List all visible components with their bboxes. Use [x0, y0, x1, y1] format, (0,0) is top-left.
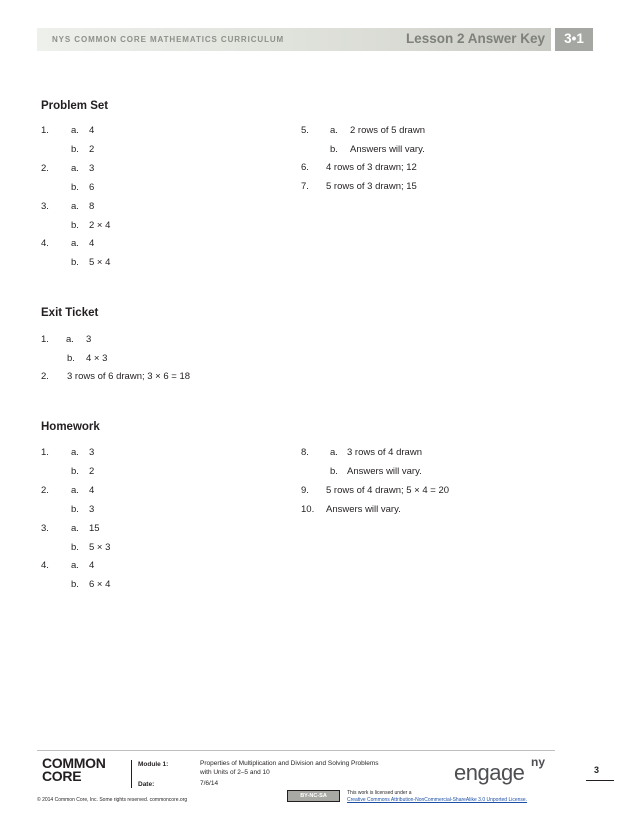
page-header [37, 28, 584, 51]
item-answer: 3 [86, 334, 92, 345]
item-number: 6. [301, 162, 309, 174]
item-number: 8. [301, 447, 309, 458]
item-answer: 5 rows of 3 drawn; 15 [326, 180, 417, 192]
item-answer: Answers will vary. [347, 465, 422, 477]
item-number: 10. [301, 503, 315, 515]
lesson-title: Lesson 2 Answer Key [405, 31, 545, 46]
footer-divider [37, 750, 555, 751]
license-link[interactable]: Creative Commons Attribution-NonCommercial-ShareAlike 3.0 Unported License. [347, 797, 528, 803]
engageny-logo-sup: ny [531, 755, 546, 769]
problem-set-title: Problem Set [41, 100, 109, 112]
item-number: 3. [41, 522, 49, 534]
lesson-tab [387, 28, 551, 51]
item-part: b. [330, 465, 338, 477]
item-answer: 2 rows of 5 drawn [350, 125, 425, 136]
item-part: a. [71, 125, 79, 136]
item-answer: 4 [89, 484, 95, 496]
logo-line-2: CORE [42, 768, 82, 784]
item-part: a. [71, 522, 79, 534]
grade-badge [555, 28, 593, 51]
item-part: a. [71, 200, 79, 212]
curriculum-title: NYS COMMON CORE MATHEMATICS CURRICULUM [52, 35, 285, 44]
creative-commons-badge: BY-NC-SA [287, 790, 340, 802]
item-part: b. [71, 503, 79, 515]
item-answer: 2 [89, 143, 95, 155]
item-number: 9. [301, 484, 309, 496]
item-answer: 3 [89, 503, 95, 515]
engageny-logo: engage [454, 760, 525, 785]
copyright-notice: © 2014 Common Core, Inc. Some rights reserved. commoncore.org [37, 797, 188, 803]
item-answer: 6 [89, 181, 95, 193]
item-number: 1. [41, 125, 49, 136]
item-part: a. [71, 238, 79, 250]
item-answer: 4 [89, 560, 95, 572]
item-part: b. [71, 257, 79, 269]
item-number: 7. [301, 180, 309, 192]
item-answer: 4 [89, 125, 95, 136]
item-part: a. [330, 447, 338, 458]
item-answer: 2 × 4 [89, 219, 111, 231]
item-answer: 3 [89, 162, 95, 174]
item-answer: 4 × 3 [86, 352, 108, 364]
date-value: 7/6/14 [200, 780, 219, 787]
item-part: a. [66, 334, 74, 345]
grade-label: 3•1 [564, 31, 584, 46]
item-part: b. [71, 579, 79, 591]
item-number: 3. [41, 200, 49, 212]
module-label: Module 1: [138, 761, 169, 768]
item-part: a. [71, 447, 79, 458]
footer-vertical-divider [131, 760, 132, 788]
item-part: a. [71, 162, 79, 174]
item-part: a. [330, 125, 338, 136]
item-answer: 3 [89, 447, 95, 458]
item-answer: 8 [89, 200, 95, 212]
item-answer: Answers will vary. [326, 503, 401, 515]
module-value-line-1: Properties of Multiplication and Division and Solving Problems [200, 760, 379, 767]
logo-line-1: COMMON [42, 755, 106, 771]
item-part: b. [71, 143, 79, 155]
item-number: 5. [301, 125, 309, 136]
item-answer: 3 rows of 6 drawn; 3 × 6 = 18 [67, 371, 191, 382]
item-answer: 5 rows of 4 drawn; 5 × 4 = 20 [326, 484, 450, 496]
item-part: b. [330, 143, 338, 155]
item-number: 2. [41, 371, 49, 382]
item-part: a. [71, 484, 79, 496]
license-line-1: This work is licensed under a [347, 790, 412, 796]
page-number: 3 [594, 765, 600, 775]
item-number: 4. [41, 238, 49, 250]
item-answer: 6 × 4 [89, 579, 111, 591]
item-part: b. [71, 181, 79, 193]
item-part: b. [71, 541, 79, 553]
exit-ticket-title: Exit Ticket [41, 307, 99, 319]
item-number: 2. [41, 162, 49, 174]
item-answer: 2 [89, 465, 95, 477]
module-value-line-2: with Units of 2–5 and 10 [200, 769, 270, 776]
item-answer: Answers will vary. [350, 143, 425, 155]
item-answer: 4 [89, 238, 95, 250]
item-number: 2. [41, 484, 49, 496]
item-number: 4. [41, 560, 49, 572]
item-answer: 5 × 4 [89, 257, 111, 269]
item-answer: 3 rows of 4 drawn [347, 447, 422, 458]
item-answer: 4 rows of 3 drawn; 12 [326, 162, 417, 174]
common-core-logo [42, 757, 106, 783]
item-part: a. [71, 560, 79, 572]
item-number: 1. [41, 447, 49, 458]
homework-title: Homework [41, 421, 100, 433]
item-number: 1. [41, 334, 49, 345]
item-part: b. [67, 352, 75, 364]
date-label: Date: [138, 781, 155, 788]
item-part: b. [71, 219, 79, 231]
item-answer: 5 × 3 [89, 541, 111, 553]
item-answer: 15 [89, 522, 100, 534]
page-number-underline [586, 780, 614, 781]
item-part: b. [71, 465, 79, 477]
